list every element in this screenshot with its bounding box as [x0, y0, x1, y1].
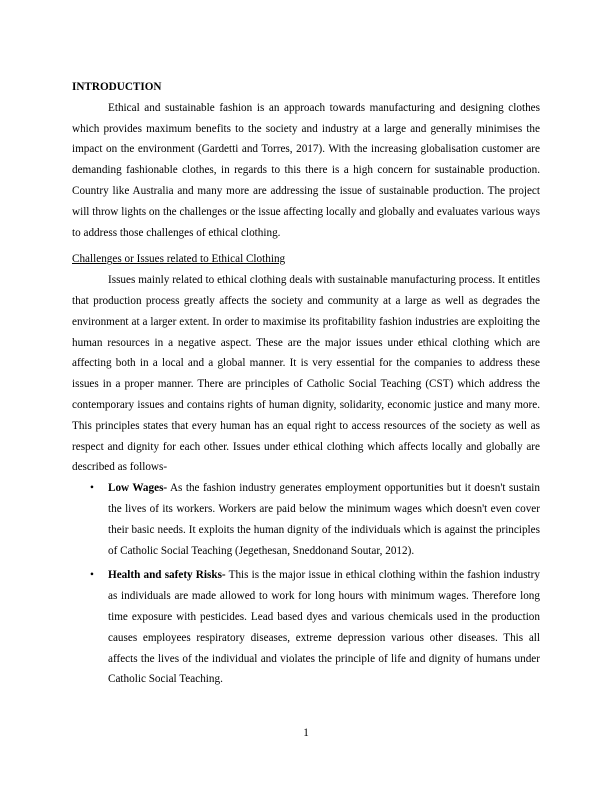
- bullet-text: This is the major issue in ethical clothing within the fashion industry as individuals are made allowed to work for long hours with minimum wages. Therefore long time exposure with pesticides. Lead based dyes and various chemicals used in the production causes employees respiratory diseases, extreme depression various other diseases. This all affects the lives of the individual and violates the principle of life and dignity of humans under Catholic Social Teaching.: [108, 569, 540, 686]
- challenges-paragraph: Issues mainly related to ethical clothing deals with sustainable manufacturing process. It entitles that production process greatly affects the society and community at a large as well as degrades the environment at a larger extent. In order to maximise its profitability fashion industries are exploiting the human resources in a negative aspect. These are the major issues under ethical clothing which are affecting both in a local and a global manner. It is very essential for the companies to address these issues in a proper manner. There are principles of Catholic Social Teaching (CST) which address the contemporary issues and contains rights of human dignity, solidarity, economic justice and many more. This principles states that every human has an equal right to access resources of the society as well as respect and dignity for each other. Issues under ethical clothing which affects locally and globally are described as follows-: [72, 274, 540, 474]
- intro-paragraph: Ethical and sustainable fashion is an approach towards manufacturing and designing clothes which provides maximum benefits to the society and industry at a large and generally minimises the impact on the environment (Gardetti and Torres, 2017). With the increasing globalisation customer are demanding fashionable clothes, in regards to this there is a high concern for sustainable production. Country like Australia and many more are addressing the issue of sustainable production. The project will throw lights on the challenges or the issue affecting locally and globally and evaluates various ways to address those challenges of ethical clothing.: [72, 101, 540, 239]
- page-content: [72, 77, 540, 694]
- bullet-icon: •: [90, 482, 94, 495]
- bullet-term: Low Wages-: [108, 482, 168, 495]
- bullet-text: As the fashion industry generates employment opportunities but it doesn't sustain the lives of its workers. Workers are paid below the minimum wages which doesn't even cover their basic needs. It exploits the human dignity of the individuals which is against the principles of Catholic Social Teaching (Jegethesan, Sneddonand Soutar, 2012).: [108, 482, 540, 557]
- bullet-item-health-safety: [72, 565, 540, 690]
- section-heading-introduction: INTRODUCTION: [72, 81, 162, 93]
- issues-bullet-list: [72, 478, 540, 690]
- bullet-item-low-wages: [72, 478, 540, 561]
- challenges-subheading: Challenges or Issues related to Ethical Clothing: [72, 253, 286, 266]
- bullet-icon: •: [90, 569, 94, 582]
- page-number: 1: [303, 727, 309, 739]
- bullet-term: Health and safety Risks-: [108, 569, 226, 582]
